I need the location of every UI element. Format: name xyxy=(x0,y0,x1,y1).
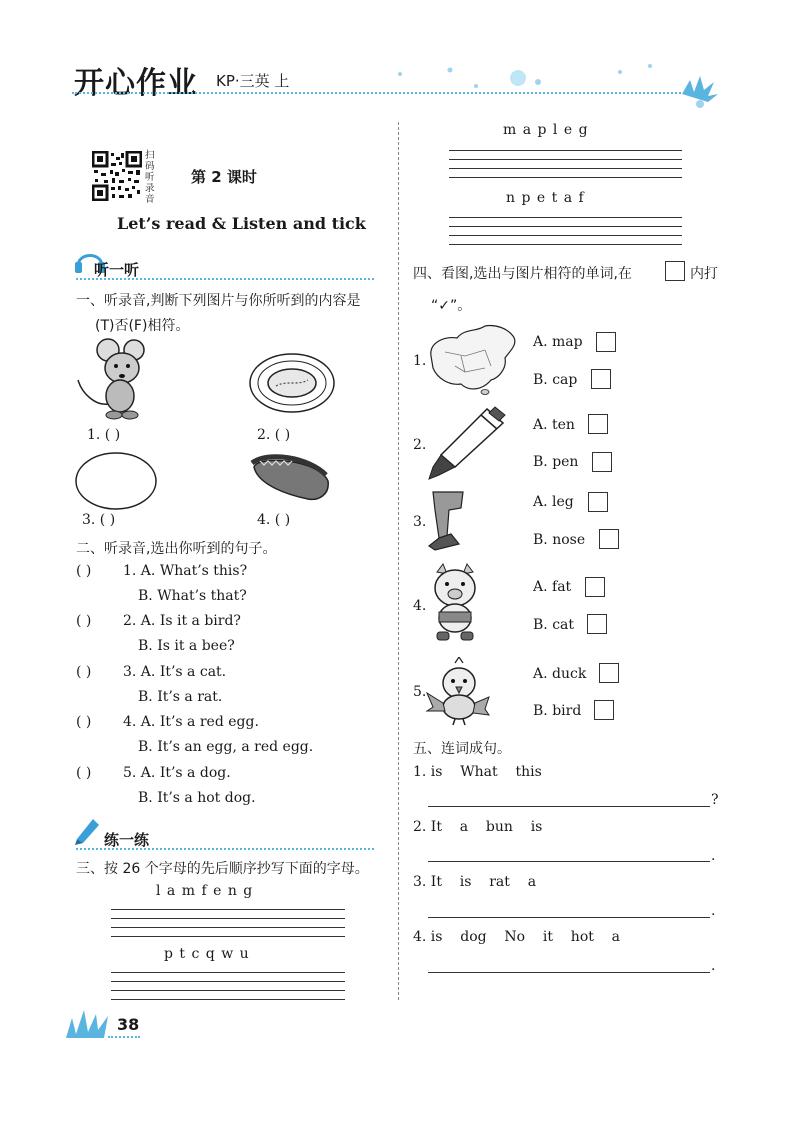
q4-item-2-b-checkbox[interactable] xyxy=(592,452,612,472)
q4-item-3-num: 3. xyxy=(413,514,427,530)
q4-item-2-a: A. ten xyxy=(533,417,575,433)
q5-item-4-end: . xyxy=(711,958,716,974)
q4-prompt-post: 内打 xyxy=(690,266,718,282)
q4-prompt-pre: 四、看图,选出与图片相符的单词,在 xyxy=(413,266,632,282)
q4-item-1-a: A. map xyxy=(533,334,583,350)
bird-picture xyxy=(425,657,491,727)
q2-item-1-a: 1. A. What’s this? xyxy=(123,563,248,579)
hot-dog-picture xyxy=(248,451,332,505)
q5-item-2-answer-line[interactable] xyxy=(428,861,710,862)
q2-item-5-paren[interactable]: ( ) xyxy=(76,765,92,781)
q4-item-1-a-checkbox[interactable] xyxy=(596,332,616,352)
section-practice-title: 练一练 xyxy=(104,831,150,849)
pencil-icon xyxy=(73,815,103,845)
q4-item-4-b-checkbox[interactable] xyxy=(587,614,607,634)
lesson-number: 第 2 课时 xyxy=(191,168,257,186)
q2-item-2-a: 2. A. Is it a bird? xyxy=(123,613,241,629)
q4-item-5-num: 5. xyxy=(413,684,427,700)
q4-item-4-a-checkbox[interactable] xyxy=(585,577,605,597)
q5-item-4-answer-line[interactable] xyxy=(428,972,710,973)
qr-code-icon xyxy=(92,151,142,201)
q3-group-2-writing-lines[interactable] xyxy=(111,972,345,1002)
q4-item-2-b: B. pen xyxy=(533,454,579,470)
q4-item-4-b: B. cat xyxy=(533,617,575,633)
q4-item-5-a-checkbox[interactable] xyxy=(599,663,619,683)
section-listen-divider xyxy=(76,278,374,280)
q1-item-2[interactable]: 2. ( ) xyxy=(257,427,291,443)
q3-group-1-letters: l a m f e n g xyxy=(156,883,254,899)
q4-item-5-b-checkbox[interactable] xyxy=(594,700,614,720)
q4-item-3-a-checkbox[interactable] xyxy=(588,492,608,512)
header-series: KP·三英 上 xyxy=(216,72,290,90)
section-listen-title: 听一听 xyxy=(94,261,140,279)
leg-picture xyxy=(425,490,475,552)
bubbles-decoration xyxy=(390,60,730,115)
q4-item-3-a: A. leg xyxy=(533,494,574,510)
q2-item-2-b: B. Is it a bee? xyxy=(138,638,235,654)
q5-item-2-words: 2. It a bun is xyxy=(413,819,543,835)
q4-item-1-num: 1. xyxy=(413,353,427,369)
page-number-underline xyxy=(108,1036,140,1038)
header-title: 开心作业 xyxy=(74,66,198,101)
q2-item-5-b: B. It’s a hot dog. xyxy=(138,790,256,806)
q5-item-1-answer-line[interactable] xyxy=(428,806,710,807)
q2-item-1-paren[interactable]: ( ) xyxy=(76,563,92,579)
q4-item-5-a: A. duck xyxy=(533,666,587,682)
q4-item-1-b: B. cap xyxy=(533,372,578,388)
q2-item-1-b: B. What’s that? xyxy=(138,588,247,604)
q2-item-3-b: B. It’s a rat. xyxy=(138,689,223,705)
q5-item-3-words: 3. It is rat a xyxy=(413,874,537,890)
q1-prompt-line1: 一、听录音,判断下列图片与你所听到的内容是 xyxy=(76,293,361,309)
q4-item-5-b: B. bird xyxy=(533,703,582,719)
pen-picture xyxy=(425,405,507,481)
q2-item-4-a: 4. A. It’s a red egg. xyxy=(123,714,259,730)
mouse-picture xyxy=(76,336,156,420)
q4-item-2-num: 2. xyxy=(413,437,427,453)
q4-item-4-a: A. fat xyxy=(533,579,572,595)
q1-prompt-line2: (T)否(F)相符。 xyxy=(95,318,190,334)
q3-group-1-writing-lines[interactable] xyxy=(111,909,345,939)
q5-item-1-words: 1. is What this xyxy=(413,764,542,780)
q5-item-1-end: ? xyxy=(711,792,719,808)
q4-item-4-num: 4. xyxy=(413,598,427,614)
q5-item-3-end: . xyxy=(711,903,716,919)
q2-item-4-b: B. It’s an egg, a red egg. xyxy=(138,739,314,755)
q3-group-4-letters: n p e t a f xyxy=(506,190,585,206)
q2-item-3-a: 3. A. It’s a cat. xyxy=(123,664,227,680)
q5-item-3-answer-line[interactable] xyxy=(428,917,710,918)
q5-item-2-end: . xyxy=(711,848,716,864)
grass-decoration xyxy=(64,1010,116,1038)
page-number: 38 xyxy=(117,1015,140,1034)
q5-prompt: 五、连词成句。 xyxy=(413,741,511,757)
q4-item-3-b: B. nose xyxy=(533,532,586,548)
q4-item-2-a-checkbox[interactable] xyxy=(588,414,608,434)
q1-item-3[interactable]: 3. ( ) xyxy=(82,512,116,528)
pig-picture xyxy=(427,562,483,646)
bread-picture xyxy=(248,352,336,414)
q1-item-1[interactable]: 1. ( ) xyxy=(87,427,121,443)
q4-prompt-line2: “✓”。 xyxy=(431,298,472,314)
china-map-picture xyxy=(425,322,521,396)
column-divider xyxy=(398,122,399,1000)
q2-item-4-paren[interactable]: ( ) xyxy=(76,714,92,730)
egg-picture xyxy=(74,451,158,511)
q3-group-2-letters: p t c q w u xyxy=(164,946,250,962)
q5-item-4-words: 4. is dog No it hot a xyxy=(413,929,621,945)
q2-prompt: 二、听录音,选出你听到的句子。 xyxy=(76,541,277,557)
q3-group-4-writing-lines[interactable] xyxy=(449,217,682,247)
q3-prompt: 三、按 26 个字母的先后顺序抄写下面的字母。 xyxy=(76,861,369,877)
q1-item-4[interactable]: 4. ( ) xyxy=(257,512,291,528)
lesson-title: Let’s read & Listen and tick xyxy=(117,214,366,233)
section-practice-divider xyxy=(76,848,374,850)
qr-label: 扫码听录音 xyxy=(145,150,155,205)
q2-item-3-paren[interactable]: ( ) xyxy=(76,664,92,680)
q2-item-5-a: 5. A. It’s a dog. xyxy=(123,765,231,781)
q3-group-3-letters: m a p l e g xyxy=(503,122,589,138)
q4-prompt-box xyxy=(665,261,685,281)
q3-group-3-writing-lines[interactable] xyxy=(449,150,682,180)
q2-item-2-paren[interactable]: ( ) xyxy=(76,613,92,629)
q4-item-1-b-checkbox[interactable] xyxy=(591,369,611,389)
q4-item-3-b-checkbox[interactable] xyxy=(599,529,619,549)
